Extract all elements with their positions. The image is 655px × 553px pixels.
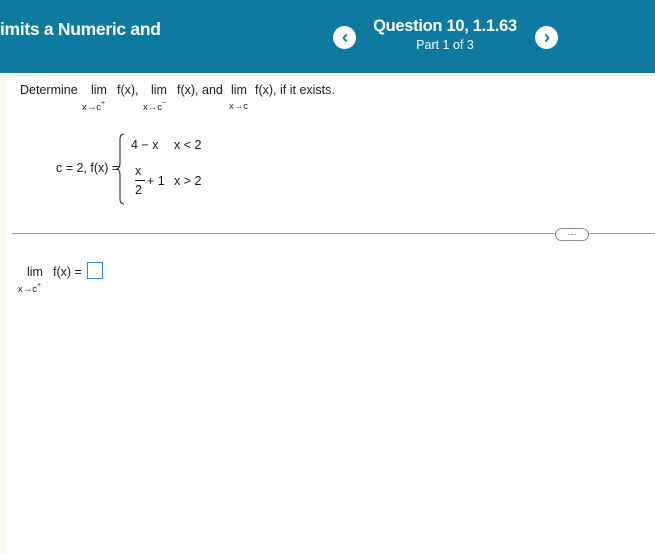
- question-number: Question 10, 1.1.63: [373, 17, 517, 35]
- determine-text: Determine: [20, 83, 78, 97]
- piece-two-plus-one: + 1: [147, 174, 165, 188]
- answer-lim-subscript: x→c+: [18, 282, 42, 296]
- lim-right-subscript: x→c+: [82, 100, 106, 114]
- left-brace-icon: [116, 133, 126, 205]
- answer-fx-label: f(x) =: [53, 265, 82, 279]
- fx-right-text: f(x),: [117, 83, 139, 97]
- lim-left-subscript: x→c−: [143, 100, 167, 114]
- question-header: [0, 0, 655, 73]
- piece-one-expression: 4 − x: [131, 138, 159, 152]
- lim-two-sided-label: lim: [231, 83, 247, 97]
- more-options-button[interactable]: ···: [555, 228, 589, 241]
- piece-one-condition: x < 2: [174, 138, 202, 152]
- fx-two-sided-text: f(x), if it exists.: [255, 83, 335, 97]
- fraction-denominator: 2: [135, 183, 142, 197]
- plus-superscript: +: [101, 100, 106, 107]
- previous-question-button[interactable]: [333, 26, 356, 49]
- lim-left-label: lim: [151, 83, 167, 97]
- assignment-title: imits a Numeric and: [0, 19, 161, 39]
- chevron-left-icon: [340, 33, 350, 43]
- chevron-right-icon: [542, 33, 552, 43]
- piece-two-condition: x > 2: [174, 174, 202, 188]
- question-part: Part 1 of 3: [416, 38, 474, 52]
- minus-superscript: −: [162, 100, 167, 107]
- answer-input-box[interactable]: [87, 262, 103, 279]
- lim-right-label: lim: [91, 83, 107, 97]
- lim-two-sided-subscript: x→c: [229, 101, 248, 112]
- fraction-bar: [135, 180, 145, 181]
- question-info: [362, 17, 528, 52]
- answer-lim-label: lim: [27, 265, 43, 279]
- next-question-button[interactable]: [535, 26, 558, 49]
- fx-left-text: f(x), and: [177, 83, 223, 97]
- plus-superscript: +: [37, 282, 42, 289]
- function-definition-label: c = 2, f(x) =: [56, 161, 120, 175]
- left-margin-strip: [0, 73, 7, 553]
- fraction-numerator: x: [135, 164, 142, 178]
